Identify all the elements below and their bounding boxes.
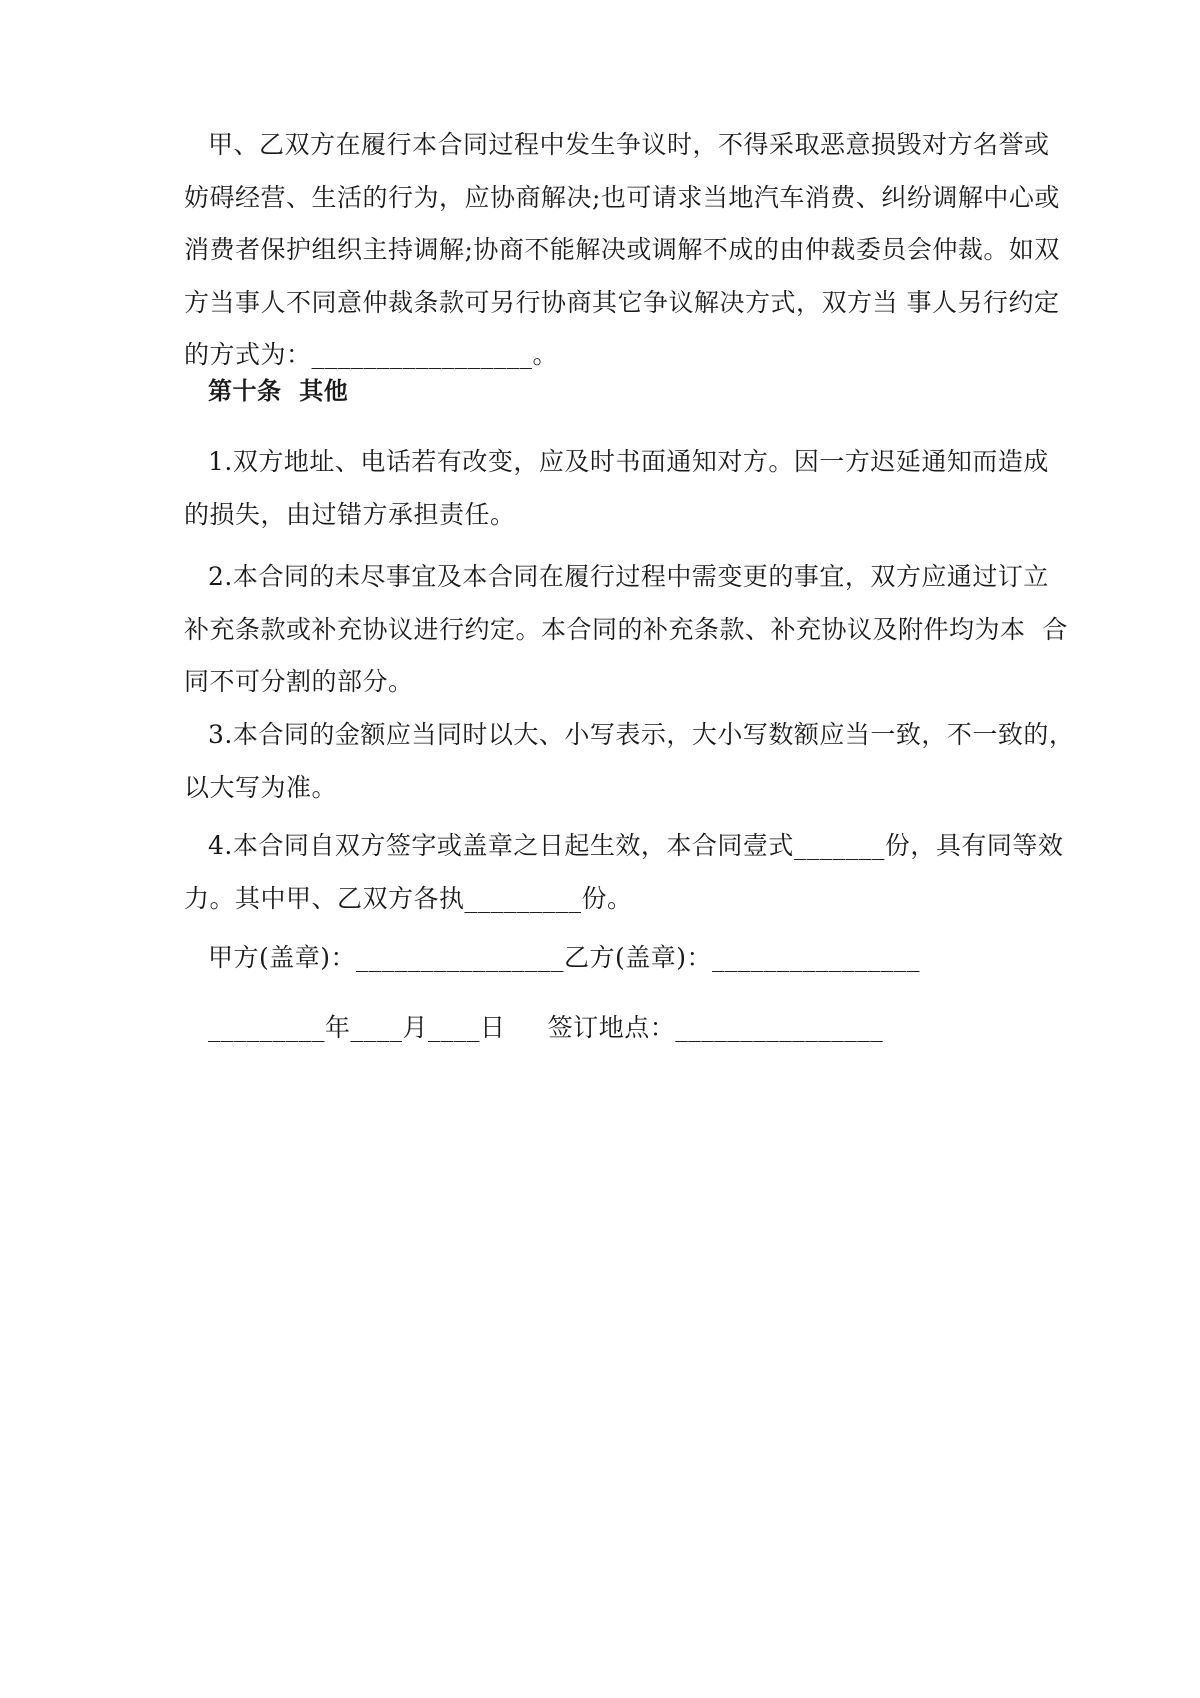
item-1-line-2: 的损失，由过错方承担责任。 xyxy=(184,499,516,529)
party-seal-line: 甲方(盖章)：________________乙方(盖章)：________________ xyxy=(208,943,921,972)
date-place-line: _________年____月____日 签订地点：________________ xyxy=(208,1013,884,1042)
dispute-line-3: 消费者保护组织主持调解;协商不能解决或调解不成的由仲裁委员会仲裁。如双 xyxy=(184,235,1060,264)
item-3-line-2: 以大写为准。 xyxy=(184,772,338,802)
dispute-line-2: 妨碍经营、生活的行为，应协商解决;也可请求当地汽车消费、纠纷调解中心或 xyxy=(184,182,1060,212)
article-ten-item-2 xyxy=(184,551,1068,709)
date-place-block xyxy=(184,1002,1024,1055)
dispute-clause xyxy=(184,119,1060,382)
item-2-line-3: 同不可分割的部分。 xyxy=(184,667,414,696)
item-4-line-1: 4.本合同自双方签字或盖章之日起生效，本合同壹式_______份，具有同等效 xyxy=(208,831,1064,860)
article-ten-item-1 xyxy=(184,436,1049,541)
dispute-line-4: 方当事人不同意仲裁条款可另行协商其它争议解决方式，双方当 事人另行约定 xyxy=(184,287,1060,317)
item-4-line-2: 力。其中甲、乙双方各执_________份。 xyxy=(184,883,633,913)
signature-block xyxy=(184,932,1024,985)
article-ten-heading: 第十条 其他 xyxy=(208,377,349,405)
article-ten-item-4 xyxy=(184,820,1064,925)
item-2-line-1: 2.本合同的未尽事宜及本合同在履行过程中需变更的事宜，双方应通过订立 xyxy=(208,562,1049,591)
article-ten-item-3 xyxy=(184,709,1075,814)
dispute-line-5: 的方式为：_________________。 xyxy=(184,340,559,369)
dispute-line-1: 甲、乙双方在履行本合同过程中发生争议时，不得采取恶意损毁对方名誉或 xyxy=(208,130,1050,159)
item-3-line-1: 3.本合同的金额应当同时以大、小写表示，大小写数额应当一致，不一致的， xyxy=(208,720,1075,749)
item-2-line-2: 补充条款或补充协议进行约定。本合同的补充条款、补充协议及附件均为本 合 xyxy=(184,614,1068,644)
article-ten-heading-block xyxy=(184,365,1024,418)
item-1-line-1: 1.双方地址、电话若有改变，应及时书面通知对方。因一方迟延通知而造成 xyxy=(208,447,1049,476)
